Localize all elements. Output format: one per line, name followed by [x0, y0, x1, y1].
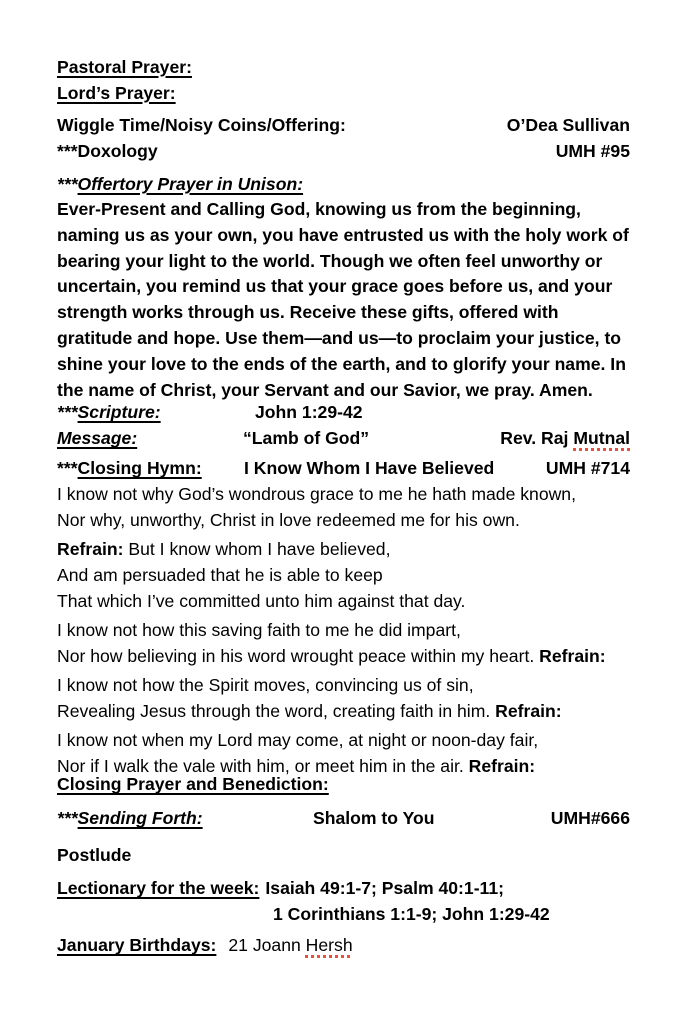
lectionary-line-1: [57, 875, 630, 901]
postlude-heading: [57, 842, 630, 868]
lectionary-line-2: [273, 901, 630, 927]
offertory-prayer-body: [57, 197, 630, 403]
hymn-refrain: [57, 536, 630, 614]
doxology-label: [57, 138, 158, 164]
prayer-line: strength works through us. Receive these gifts, offered with: [57, 302, 559, 323]
offertory-prayer-heading-text: [57, 174, 303, 194]
refrain-line-rest: But I know whom I have believed,: [123, 539, 391, 560]
sending-forth-label-text: Sending Forth:: [77, 808, 203, 829]
bulletin-page: [57, 54, 630, 958]
birthday-entry-text: 21 Joann: [228, 935, 306, 956]
prayer-line: the name of Christ, your Servant and our Savior, we pray. Amen.: [57, 379, 593, 400]
hymn-line: Nor why, unworthy, Christ in love redeemed me for his own.: [57, 510, 520, 531]
hymn-line-text: Nor how believing in his word wrought peace within my heart.: [57, 646, 540, 667]
prayer-line: shine your love to the ends of the earth, and to glorify your name. In: [57, 353, 626, 374]
lectionary-readings-2: 1 Corinthians 1:1-9; John 1:29-42: [273, 904, 550, 925]
closing-hymn-row: [57, 455, 630, 481]
hymn-line-text: Revealing Jesus through the word, creating faith in him.: [57, 701, 496, 722]
hymn-verse-1: [57, 481, 630, 533]
hymn-line: And am persuaded that he is able to keep: [57, 565, 383, 586]
offertory-prayer-heading: [57, 171, 630, 197]
doxology-text: Doxology: [77, 141, 158, 161]
refrain-tag: Refrain:: [539, 646, 606, 667]
prayer-line: bearing your light to the world. Though we often feel unworthy or: [57, 250, 603, 271]
message-row: [57, 425, 630, 451]
postlude-label: Postlude: [57, 845, 132, 866]
hymn-line: I know not when my Lord may come, at night or noon-day fair,: [57, 730, 539, 751]
closing-hymn-label-text: Closing Hymn:: [77, 458, 202, 479]
wiggle-time-label: Wiggle Time/Noisy Coins/Offering:: [57, 115, 346, 135]
doxology-row: [57, 138, 630, 164]
closing-hymn-stars: ***: [57, 458, 78, 479]
sending-forth-title: Shalom to You: [313, 808, 435, 829]
doxology-stars: ***: [57, 141, 78, 161]
message-label: Message:: [57, 428, 138, 449]
hymn-line: I know not how this saving faith to me he did impart,: [57, 620, 461, 641]
birthdays-row: [57, 932, 630, 958]
hymn-line: I know not how the Spirit moves, convincing us of sin,: [57, 675, 474, 696]
prayer-line: uncertain, you remind us that your grace goes before us, and your: [57, 276, 613, 297]
prayer-line: naming us as your own, you have entrusted us with the holy work of: [57, 224, 629, 245]
lectionary-label: Lectionary for the week:: [57, 878, 260, 899]
sending-forth-number: UMH#666: [550, 808, 630, 829]
doxology-hymnal-number: UMH #95: [555, 141, 630, 161]
hymn-line-text: Nor if I walk the vale with him, or meet him in the air.: [57, 756, 469, 777]
scripture-stars: ***: [57, 402, 78, 423]
lectionary-readings-1: Isaiah 49:1-7; Psalm 40:1-11;: [265, 878, 505, 899]
pastoral-prayer-heading: [57, 54, 630, 80]
closing-hymn-number: UMH #714: [545, 458, 630, 479]
lectionary-section: [57, 875, 630, 927]
wiggle-time-row: [57, 112, 630, 138]
sending-forth-row: [57, 805, 630, 831]
closing-hymn-label-cell: [57, 455, 244, 481]
birthdays-label: January Birthdays:: [57, 935, 217, 956]
message-title: “Lamb of God”: [243, 428, 370, 449]
refrain-tag: Refrain:: [468, 756, 536, 777]
refrain-label: Refrain:: [57, 539, 124, 560]
sending-forth-label-cell: [57, 805, 313, 831]
message-speaker-name: Rev. Raj: [500, 428, 574, 449]
birthday-entry-surname: Hersh: [305, 935, 353, 956]
closing-prayer-label: Closing Prayer and Benediction:: [57, 774, 329, 795]
scripture-label-text: Scripture:: [77, 402, 161, 423]
hymn-line: That which I’ve committed unto him against that day.: [57, 591, 466, 612]
refrain-tag: Refrain:: [495, 701, 562, 722]
sending-forth-label: [57, 808, 203, 828]
hymn-line: [57, 698, 630, 724]
offertory-stars: ***: [57, 174, 78, 194]
closing-hymn-title: I Know Whom I Have Believed: [244, 458, 495, 479]
scripture-row: [57, 399, 630, 425]
pastoral-prayer-label: Pastoral Prayer:: [57, 57, 192, 77]
message-speaker: [500, 425, 630, 451]
scripture-label: [57, 402, 161, 422]
hymn-verse-2: [57, 617, 630, 669]
scripture-label-cell: [57, 399, 255, 425]
prayer-line: Ever-Present and Calling God, knowing us from the beginning,: [57, 199, 581, 219]
offertory-heading-label: Offertory Prayer in Unison:: [77, 174, 304, 194]
lords-prayer-heading: [57, 80, 630, 106]
message-label-cell: [57, 425, 243, 451]
hymn-line: [57, 536, 630, 562]
birthday-entry: [228, 935, 352, 955]
prayer-line: gratitude and hope. Use them—and us—to proclaim your justice, to: [57, 327, 622, 348]
closing-hymn-label: [57, 458, 202, 478]
hymn-line: I know not why God’s wondrous grace to me he hath made known,: [57, 484, 576, 505]
message-speaker-surname: Mutnal: [573, 428, 630, 449]
hymn-verse-3: [57, 672, 630, 724]
lords-prayer-label: Lord’s Prayer:: [57, 83, 176, 103]
hymn-line: [57, 643, 630, 669]
scripture-reference: John 1:29-42: [255, 402, 363, 423]
sending-forth-stars: ***: [57, 808, 78, 829]
wiggle-time-leader: O’Dea Sullivan: [506, 115, 630, 135]
